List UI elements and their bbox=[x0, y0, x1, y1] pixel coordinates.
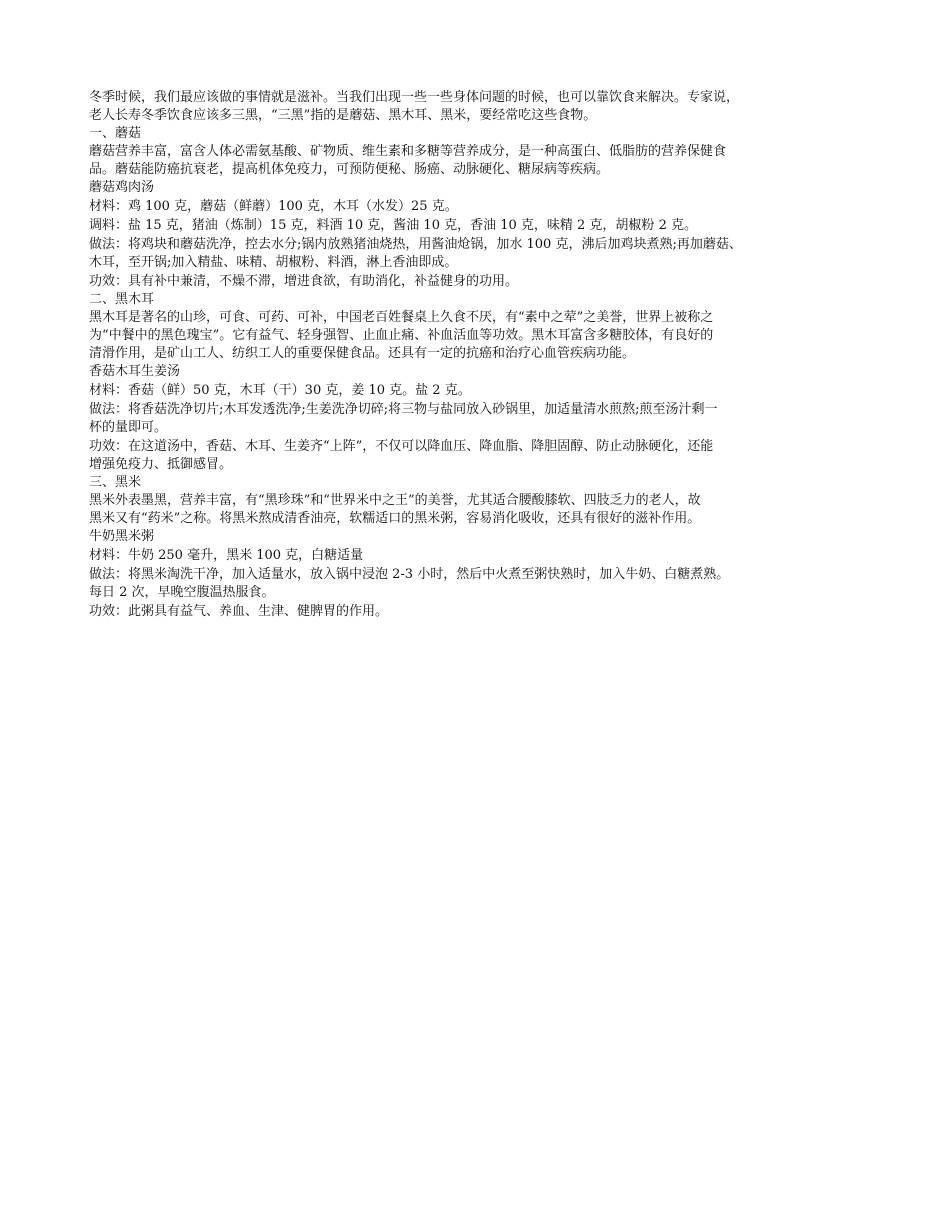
recipe-effect-line-2: 增强免疫力、抵御感冒。 bbox=[89, 457, 233, 472]
section-heading: 二、黑木耳 bbox=[89, 292, 155, 307]
recipe-method-line-1: 做法：将黑米淘洗干净，加入适量水，放入锅中浸泡 2-3 小时，然后中火煮至粥快熟时，加入牛奶、白糖煮熟。 bbox=[89, 567, 730, 582]
recipe-method-line-1: 做法：将鸡块和蘑菇洗净，控去水分;锅内放熟猪油烧热，用酱油炝锅，加水 100 克，沸后加鸡块煮熟;再加蘑菇、 bbox=[89, 237, 742, 252]
section-heading: 三、黑米 bbox=[89, 475, 142, 490]
section-description-line-1: 蘑菇营养丰富，富含人体必需氨基酸、矿物质、维生素和多糖等营养成分，是一种高蛋白、低脂肪的营养保健食 bbox=[89, 144, 727, 159]
section-description-line-2: 黑米又有“药米”之称。将黑米熬成清香油亮，软糯适口的黑米粥，容易消化吸收，还具有很好的滋补作用。 bbox=[89, 511, 701, 526]
section-description-line-2: 为“中餐中的黑色瑰宝”。它有益气、轻身强智、止血止痛、补血活血等功效。黑木耳富含多糖胶体，有良好的 bbox=[89, 328, 714, 343]
recipe-title: 牛奶黑米粥 bbox=[89, 529, 155, 544]
recipe-title: 蘑菇鸡肉汤 bbox=[89, 180, 155, 195]
recipe-method-line-2: 木耳，至开锅;加入精盐、味精、胡椒粉、料酒，淋上香油即成。 bbox=[89, 255, 458, 270]
recipe-method-line-2: 每日 2 次，早晚空腹温热服食。 bbox=[89, 585, 275, 600]
document-page bbox=[89, 89, 864, 621]
recipe-effect: 功效：具有补中兼清，不燥不滞，增进食欲，有助消化，补益健身的功用。 bbox=[89, 274, 519, 289]
section-description-line-2: 品。蘑菇能防癌抗衰老，提高机体免疫力，可预防便秘、肠癌、动脉硬化、糖尿病等疾病。 bbox=[89, 162, 610, 177]
recipe-title: 香菇木耳生姜汤 bbox=[89, 364, 181, 379]
section-black-rice bbox=[89, 474, 864, 621]
section-mushroom bbox=[89, 125, 864, 291]
recipe-seasoning: 调料：盐 15 克，猪油（炼制）15 克，料酒 10 克，酱油 10 克，香油 10 克，味精 2 克，胡椒粉 2 克。 bbox=[89, 218, 697, 233]
recipe-effect: 功效：此粥具有益气、养血、生津、健脾胃的作用。 bbox=[89, 604, 389, 619]
recipe-method-line-2: 杯的量即可。 bbox=[89, 420, 168, 435]
recipe-materials: 材料：牛奶 250 毫升，黑米 100 克，白糖适量 bbox=[89, 548, 364, 563]
section-description-line-1: 黑木耳是著名的山珍，可食、可药、可补，中国老百姓餐桌上久食不厌，有“素中之荤”之美誉，世界上被称之 bbox=[89, 310, 714, 325]
section-heading: 一、蘑菇 bbox=[89, 126, 142, 141]
recipe-materials: 材料：香菇（鲜）50 克，木耳（干）30 克，姜 10 克。盐 2 克。 bbox=[89, 383, 471, 398]
section-description-line-3: 清滑作用，是矿山工人、纺织工人的重要保健食品。还具有一定的抗癌和治疗心血管疾病功能。 bbox=[89, 346, 636, 361]
recipe-materials: 材料：鸡 100 克，蘑菇（鲜蘑）100 克，木耳（水发）25 克。 bbox=[89, 199, 458, 214]
recipe-effect-line-1: 功效：在这道汤中，香菇、木耳、生姜齐“上阵”，不仅可以降血压、降血脂、降胆固醇、防止动脉硬化，还能 bbox=[89, 439, 714, 454]
intro-line-2: 老人长寿冬季饮食应该多三黑，“三黑”指的是蘑菇、黑木耳、黑米，要经常吃这些食物。 bbox=[89, 108, 597, 123]
section-description-line-1: 黑米外表墨黑，营养丰富，有“黑珍珠”和“世界米中之王”的美誉，尤其适合腰酸膝软、四肢乏力的老人，故 bbox=[89, 493, 701, 508]
intro-line-1: 冬季时候，我们最应该做的事情就是滋补。当我们出现一些一些身体问题的时候，也可以靠饮食来解决。专家说， bbox=[89, 90, 740, 105]
intro-paragraph bbox=[89, 89, 864, 125]
section-black-fungus bbox=[89, 291, 864, 474]
recipe-method-line-1: 做法：将香菇洗净切片;木耳发透洗净;生姜洗净切碎;将三物与盐同放入砂锅里，加适量清水煎熬;煎至汤汁剩一 bbox=[89, 402, 718, 417]
